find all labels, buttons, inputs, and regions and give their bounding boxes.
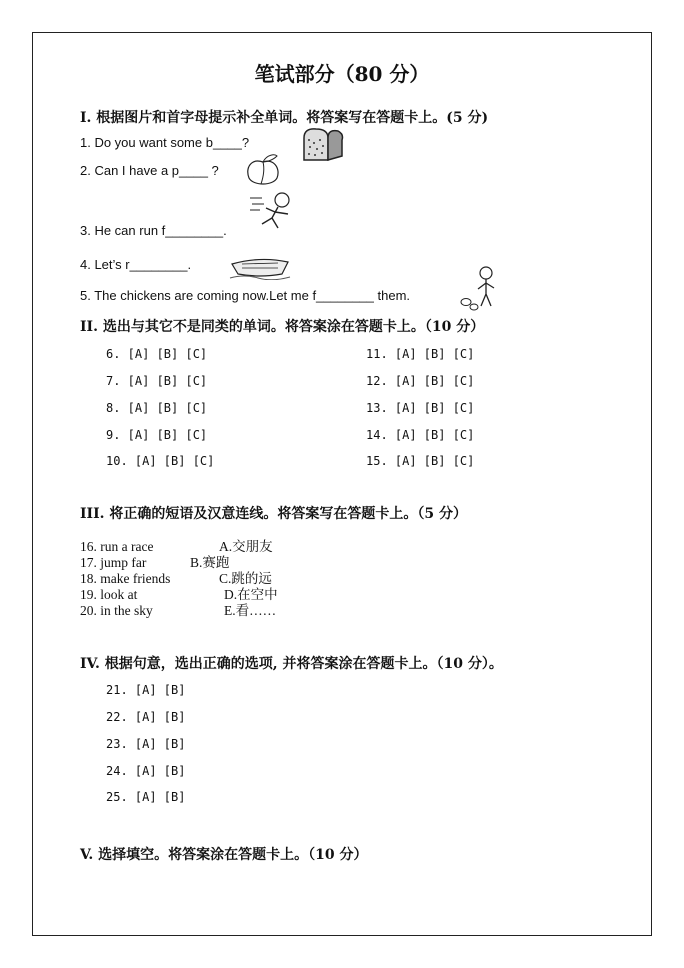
- section-3-heading: III. 将正确的短语及汉意连线。将答案写在答题卡上。（5 分）: [80, 506, 468, 522]
- bread-icon: [298, 126, 344, 164]
- answer-row-15: 15. [A] [B] [C]: [366, 454, 475, 468]
- meaning-a: A.交朋友: [219, 539, 273, 554]
- phrase-16: 16. run a race: [80, 539, 154, 554]
- phrase-19: 19. look at: [80, 587, 138, 602]
- question-2: 2. Can I have a p____ ?: [80, 163, 219, 178]
- answer-row-6: 6. [A] [B] [C]: [106, 347, 208, 361]
- meaning-d: D.在空中: [224, 587, 278, 602]
- section-1-heading: I. 根据图片和首字母提示补全单词。将答案写在答题卡上。(5 分): [80, 110, 489, 126]
- meaning-c: C.跳的远: [219, 571, 272, 586]
- answer-row-22: 22. [A] [B]: [106, 710, 186, 724]
- section-4-heading: IV. 根据句意，选出正确的选项, 并将答案涂在答题卡上。（10 分）。: [80, 656, 503, 672]
- answer-row-9: 9. [A] [B] [C]: [106, 428, 208, 442]
- phrase-20: 20. in the sky: [80, 603, 153, 618]
- question-3: 3. He can run f________.: [80, 223, 227, 238]
- boy-feeding-chickens-icon: [456, 264, 504, 312]
- answer-row-24: 24. [A] [B]: [106, 764, 186, 778]
- answer-row-7: 7. [A] [B] [C]: [106, 374, 208, 388]
- answer-row-25: 25. [A] [B]: [106, 790, 186, 804]
- question-1: 1. Do you want some b____?: [80, 135, 250, 150]
- answer-row-11: 11. [A] [B] [C]: [366, 347, 475, 361]
- meaning-b: B.赛跑: [190, 555, 230, 570]
- section-5-heading: V. 选择填空。将答案涂在答题卡上。（10 分）: [80, 847, 368, 863]
- question-4: 4. Let’s r________.: [80, 257, 192, 272]
- meaning-e: E.看……: [224, 603, 277, 618]
- answer-row-8: 8. [A] [B] [C]: [106, 401, 208, 415]
- phrase-17: 17. jump far: [80, 555, 147, 570]
- answer-row-21: 21. [A] [B]: [106, 683, 186, 697]
- answer-row-23: 23. [A] [B]: [106, 737, 186, 751]
- answer-row-14: 14. [A] [B] [C]: [366, 428, 475, 442]
- phrase-18: 18. make friends: [80, 571, 171, 586]
- running-boy-icon: [248, 190, 296, 232]
- boat-icon: [228, 252, 292, 280]
- answer-row-12: 12. [A] [B] [C]: [366, 374, 475, 388]
- answer-row-10: 10. [A] [B] [C]: [106, 454, 215, 468]
- peach-icon: [243, 152, 283, 190]
- question-5: 5. The chickens are coming now.Let me f________ them.: [80, 288, 411, 303]
- page-title: 笔试部分（80 分）: [254, 62, 430, 86]
- section-2-heading: II. 选出与其它不是同类的单词。将答案涂在答题卡上。（10 分）: [80, 319, 485, 335]
- answer-row-13: 13. [A] [B] [C]: [366, 401, 475, 415]
